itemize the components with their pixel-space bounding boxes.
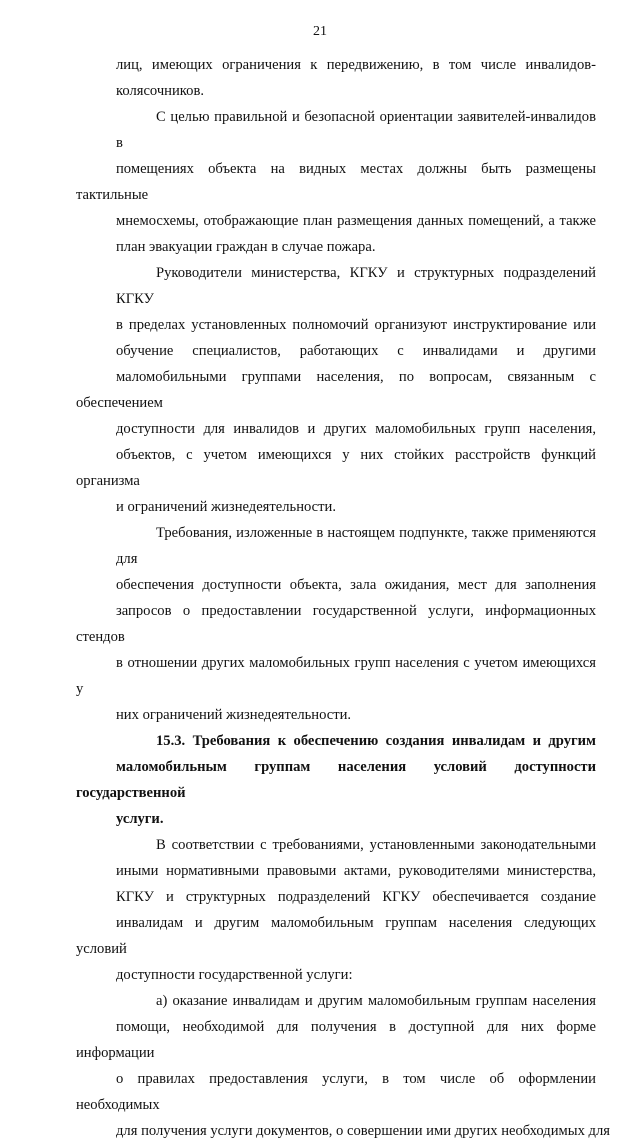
paragraph — [76, 832, 596, 988]
text-line: колясочников. — [116, 83, 204, 99]
text-line: Руководители министерства, КГКУ и структурных подразделений КГКУ — [116, 265, 596, 307]
text-line: доступности для инвалидов и других маломобильных групп населения, — [116, 421, 596, 437]
text-line: для получения услуги документов, о совершении ими других необходимых для — [116, 1123, 610, 1139]
text-line: маломобильным группам населения условий доступности государственной — [76, 759, 596, 801]
text-line: иными нормативными правовыми актами, руководителями министерства, — [116, 863, 596, 879]
section-heading — [76, 728, 596, 832]
page-number: 21 — [313, 24, 327, 39]
paragraph — [76, 520, 596, 728]
paragraph — [76, 104, 596, 260]
text-line: объектов, с учетом имеющихся у них стойких расстройств функций организма — [76, 447, 596, 489]
document-body — [76, 52, 610, 1144]
text-line: помещениях объекта на видных местах должны быть размещены тактильные — [76, 161, 596, 203]
text-line: Требования, изложенные в настоящем подпункте, также применяются для — [116, 525, 596, 567]
paragraph — [76, 52, 596, 104]
text-line: в отношении других маломобильных групп населения с учетом имеющихся у — [76, 655, 596, 697]
text-line: С целью правильной и безопасной ориентации заявителей-инвалидов в — [116, 109, 596, 151]
text-line: В соответствии с требованиями, установленными законодательными — [156, 837, 596, 853]
text-line: помощи, необходимой для получения в доступной для них форме информации — [76, 1019, 596, 1061]
text-line: лиц, имеющих ограничения к передвижению, в том числе инвалидов- — [116, 57, 596, 73]
text-line: 15.3. Требования к обеспечению создания инвалидам и другим — [156, 733, 596, 749]
text-line: маломобильными группами населения, по вопросам, связанным с обеспечением — [76, 369, 596, 411]
paragraph — [76, 988, 610, 1144]
text-line: план эвакуации граждан в случае пожара. — [116, 239, 376, 255]
text-line: о правилах предоставления услуги, в том числе об оформлении необходимых — [76, 1071, 596, 1113]
text-line: КГКУ и структурных подразделений КГКУ обеспечивается создание — [116, 889, 596, 905]
text-line: и ограничений жизнедеятельности. — [116, 499, 336, 515]
text-line: а) оказание инвалидам и другим маломобильным группам населения — [156, 993, 596, 1009]
paragraph — [76, 260, 596, 520]
text-line: обеспечения доступности объекта, зала ожидания, мест для заполнения — [116, 577, 596, 593]
text-line: доступности государственной услуги: — [116, 967, 353, 983]
text-line: услуги. — [116, 811, 164, 827]
text-line: обучение специалистов, работающих с инвалидами и другими — [116, 343, 596, 359]
text-line: мнемосхемы, отображающие план размещения данных помещений, а также — [116, 213, 596, 229]
text-line: них ограничений жизнедеятельности. — [116, 707, 352, 723]
text-line: в пределах установленных полномочий организуют инструктирование или — [116, 317, 596, 333]
text-line: запросов о предоставлении государственной услуги, информационных стендов — [76, 603, 596, 645]
text-line: инвалидам и другим маломобильным группам населения следующих условий — [76, 915, 596, 957]
